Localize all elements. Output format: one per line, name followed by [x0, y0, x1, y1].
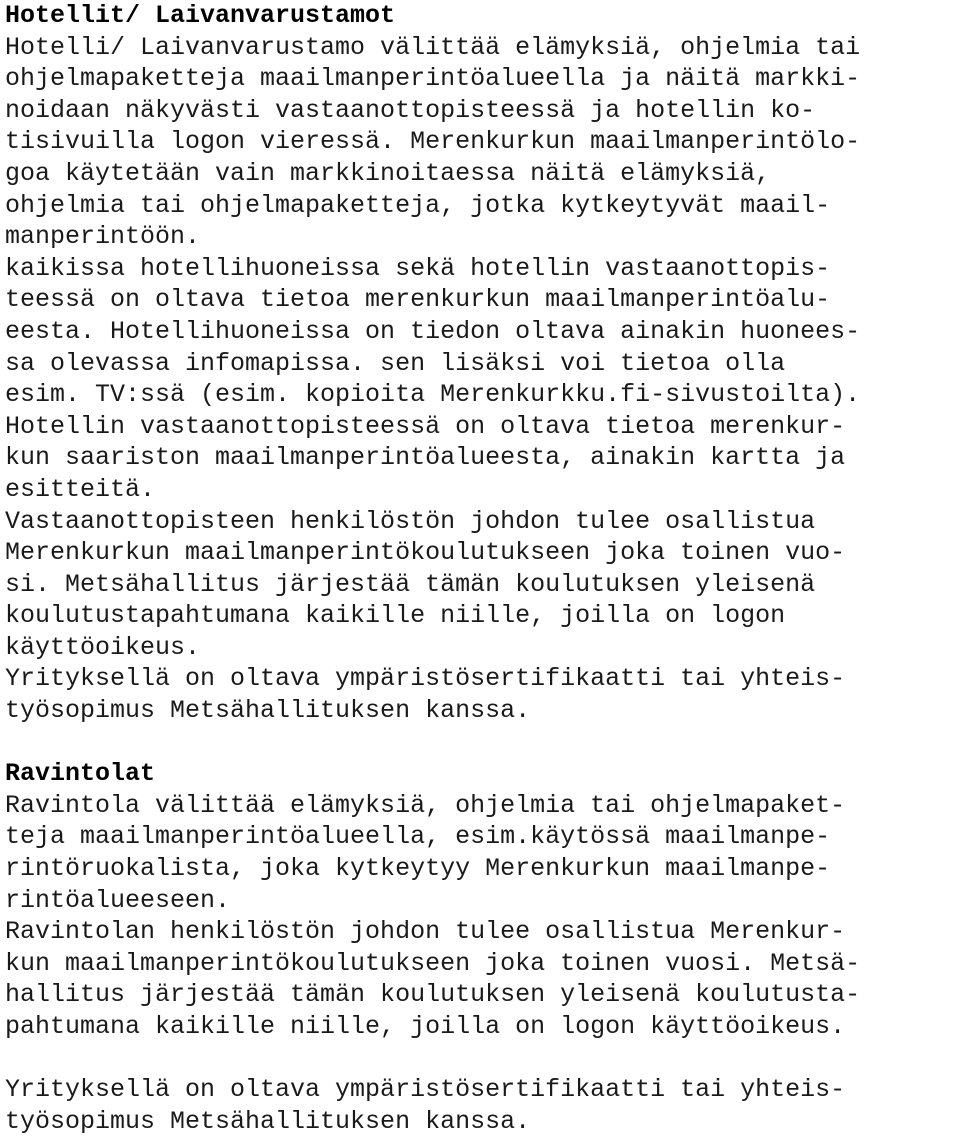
paragraph	[5, 32, 957, 253]
text-line: kun saariston maailmanperintöalueesta, ainakin kartta ja	[5, 443, 846, 473]
paragraph	[5, 916, 957, 1042]
section-ravintolat	[5, 758, 957, 1137]
text-line: kun maailmanperintökoulutukseen joka toinen vuosi. Metsä-	[5, 948, 861, 978]
paragraph-spacer	[5, 1043, 957, 1075]
text-line: työsopimus Metsähallituksen kanssa.	[5, 1106, 531, 1136]
text-line: työsopimus Metsähallituksen kanssa.	[5, 696, 531, 726]
paragraph	[5, 253, 957, 411]
paragraph	[5, 411, 957, 506]
paragraph	[5, 790, 957, 916]
section-heading: Ravintolat	[5, 759, 156, 789]
text-line: rintöruokalista, joka kytkeytyy Merenkurkun maailmanpe-	[5, 854, 831, 884]
text-line: koulutustapahtumana kaikille niille, joilla on logon	[5, 601, 786, 631]
text-line: eesta. Hotellihuoneissa on tiedon oltava ainakin huonees-	[5, 316, 861, 346]
text-line: pahtumana kaikille niille, joilla on logon käyttöoikeus.	[5, 1012, 846, 1041]
text-line: manperintöön.	[5, 222, 201, 252]
text-line: tisivuilla logon vieressä. Merenkurkun maailmanperintölo-	[5, 127, 861, 157]
text-line: Ravintolan henkilöstön johdon tulee osallistua Merenkur-	[5, 917, 846, 947]
text-line: Ravintola välittää elämyksiä, ohjelmia tai ohjelmapaket-	[5, 790, 846, 820]
section-heading: Hotellit/ Laivanvarustamot	[5, 1, 396, 30]
section-hotellit	[5, 0, 957, 727]
text-line: kaikissa hotellihuoneissa sekä hotellin vastaanottopis-	[5, 253, 831, 283]
text-line: Merenkurkun maailmanperintökoulutukseen joka toinen vuo-	[5, 538, 846, 568]
text-line: hallitus järjestää tämän koulutuksen yleisenä koulutusta-	[5, 980, 861, 1010]
text-line: teessä on oltava tietoa merenkurkun maailmanperintöalu-	[5, 285, 831, 315]
text-line: Hotellin vastaanottopisteessä on oltava tietoa merenkur-	[5, 411, 846, 441]
paragraph	[5, 663, 957, 726]
text-line: si. Metsähallitus järjestää tämän koulutuksen yleisenä	[5, 569, 816, 599]
text-line: esitteitä.	[5, 474, 156, 504]
text-line: esim. TV:ssä (esim. kopioita Merenkurkku.fi-sivustoilta).	[5, 380, 861, 410]
text-line: Vastaanottopisteen henkilöstön johdon tulee osallistua	[5, 506, 816, 536]
text-line: käyttöoikeus.	[5, 632, 201, 662]
text-line: teja maailmanperintöalueella, esim.käytössä maailmanpe-	[5, 822, 831, 852]
text-line: ohjelmia tai ohjelmapaketteja, jotka kytkeytyvät maail-	[5, 190, 831, 220]
text-line: ohjelmapaketteja maailmanperintöalueella ja näitä markki-	[5, 64, 861, 94]
text-line: rintöalueeseen.	[5, 885, 231, 915]
text-line: Yrityksellä on oltava ympäristösertifikaatti tai yhteis-	[5, 664, 846, 694]
text-line: sa olevassa infomapissa. sen lisäksi voi tietoa olla	[5, 348, 786, 378]
text-line: goa käytetään vain markkinoitaessa näitä elämyksiä,	[5, 158, 771, 188]
text-line: Hotelli/ Laivanvarustamo välittää elämyksiä, ohjelmia tai	[5, 32, 861, 62]
paragraph	[5, 1074, 957, 1137]
paragraph	[5, 506, 957, 664]
text-line: Yrityksellä on oltava ympäristösertifikaatti tai yhteis-	[5, 1075, 846, 1105]
document-page	[5, 0, 957, 1137]
text-line: noidaan näkyvästi vastaanottopisteessä ja hotellin ko-	[5, 95, 816, 125]
